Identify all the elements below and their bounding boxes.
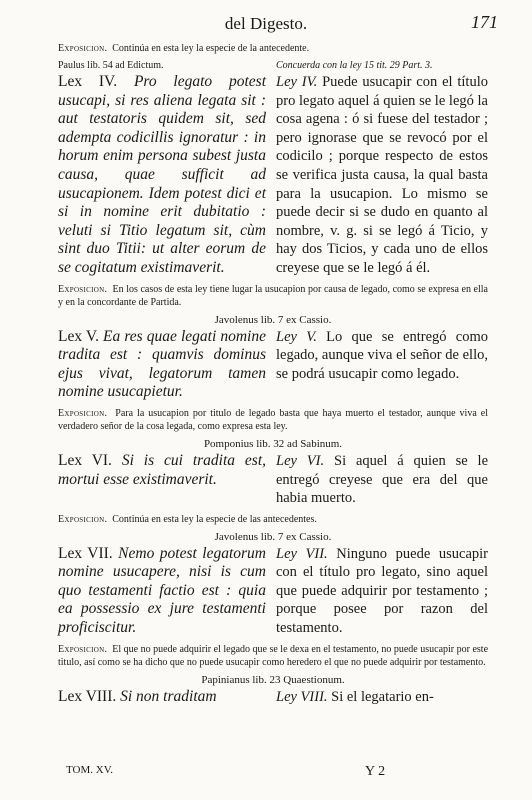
citation: Javolenus lib. 7 ex Cassio.: [214, 313, 332, 326]
page-number: 171: [471, 12, 498, 32]
latin-body: Si is cui tradita est, mortui esse existimaverit.: [58, 451, 266, 488]
exposition-label: Exposicion.: [58, 407, 108, 419]
lex-label: Lex IV.: [58, 73, 118, 90]
citation: Javolenus lib. 7 ex Cassio.: [214, 530, 332, 543]
lex-label: Lex VI.: [58, 451, 112, 469]
spanish-body: Puede usucapir con el título pro legato aquel á quien se le legó la cosa agena : ó si fuese del testador ; pero ignorase que se revocó por el codicilo ; porque respecto de estos se verifica justa causa, la qual basta para la usucapion. Lo mismo se puede decir si se dudo en quanto al nombre, v. g. si se legó á Ticio, y hay dos Ticios, y cada uno de ellos creyese que se le legó á él.: [276, 74, 488, 276]
exposition-text: En los casos de esta ley tiene lugar la usucapion por causa de legado, como se expresa en ella y en la concordante de Partida.: [58, 283, 488, 308]
citation: Papinianus lib. 23 Quaestionum.: [201, 673, 345, 686]
ley-label: Ley VII.: [276, 545, 328, 562]
citation: Pomponius lib. 32 ad Sabinum.: [203, 437, 343, 450]
latin-body: Nemo potest legatorum nomine usucapere, nisi is cum quo testamenti factio est : quia ea possessio ex jure testamenti proficiscitur.: [58, 544, 266, 637]
spanish-text: [276, 328, 488, 384]
exposition-text: Continúa en esta ley la especie de las antecedentes.: [112, 513, 317, 525]
exposition-text: Para la usucapion por titulo de legado basta que haya muerto el testador, aunque viva el verdadero señor de la cosa legada, como expresa esta ley.: [58, 407, 488, 432]
spanish-body: Ninguno puede usucapir con el título pro legato, sino aquel que puede adquirir por testamento ; porque posee por razon del testamento.: [276, 545, 489, 637]
latin-text: [58, 688, 266, 707]
exposition-label: Exposicion.: [58, 643, 108, 655]
lex-label: Lex V.: [58, 327, 99, 345]
ley-label: Ley IV.: [276, 74, 318, 90]
exposition: [58, 42, 488, 55]
spanish-body: Lo que se entregó como legado, aunque viva el señor de ello, se podrá usucapir como legado.: [276, 328, 488, 382]
spanish-text: [276, 688, 488, 707]
lex-label: Lex VII.: [58, 544, 113, 562]
lex-label: Lex VIII.: [58, 687, 117, 705]
ley-label: Ley VI.: [276, 452, 325, 469]
exposition-text: Continúa en esta ley la especie de la antecedente.: [112, 43, 310, 54]
latin-text: [58, 452, 266, 489]
exposition: [58, 643, 488, 669]
spanish-body: Si aquel á quien se le entregó creyese que era del que habia muerto.: [276, 452, 489, 507]
citation-right: Concuerda con la ley 15 tit. 29 Part. 3.: [276, 60, 433, 71]
ley-label: Ley V.: [276, 328, 317, 345]
ley-label: Ley VIII.: [276, 688, 328, 705]
law-row: [58, 452, 488, 508]
spanish-text: [276, 452, 488, 508]
spanish-text: [276, 545, 488, 638]
spanish-text: [276, 73, 488, 278]
page-header: [0, 12, 532, 38]
latin-text: [58, 328, 266, 402]
latin-body: Si non traditam: [120, 687, 217, 705]
exposition: [58, 283, 488, 309]
page-body: [58, 42, 488, 711]
latin-text: [58, 73, 266, 278]
latin-body: Ea res quae legati nomine tradita est : quamvis dominus ejus vivat, legatorum tamen nomine usucapietur.: [58, 327, 266, 401]
exposition-label: Exposicion.: [58, 43, 108, 54]
volume-label: TOM. XV.: [66, 764, 113, 776]
exposition-label: Exposicion.: [58, 513, 108, 525]
exposition-text: El que no puede adquirir el legado que se le dexa en el testamento, no puede usucapir por este titulo, así como se ha dicho que no puede usucapir como heredero el que no puede adquirir por testamento.: [58, 643, 489, 668]
latin-body: Pro legato potest usucapi, si res aliena legata sit : aut testatoris quidem sit, sed adempta codicillis ignoratur : in horum enim persona subest justa causa, quae sufficit ad usucapionem. Idem potest dici et si in nomine erit dubitatio : veluti si Titio legatum sit, cùm sint duo Titii: ut alter eorum de se cogitatum existimaverit.: [58, 73, 266, 276]
running-title: del Digesto.: [224, 14, 308, 33]
citation-left: Paulus lib. 54 ad Edictum.: [58, 60, 164, 71]
law-row: [58, 545, 488, 638]
exposition-label: Exposicion.: [58, 283, 108, 295]
law-row: [58, 60, 488, 278]
law-row: [58, 328, 488, 402]
spanish-body: Si el legatario en-: [331, 688, 434, 705]
exposition: [58, 407, 488, 433]
latin-text: [58, 545, 266, 638]
signature-mark: Y 2: [365, 764, 386, 779]
law-row: [58, 688, 488, 707]
exposition: [58, 513, 488, 526]
